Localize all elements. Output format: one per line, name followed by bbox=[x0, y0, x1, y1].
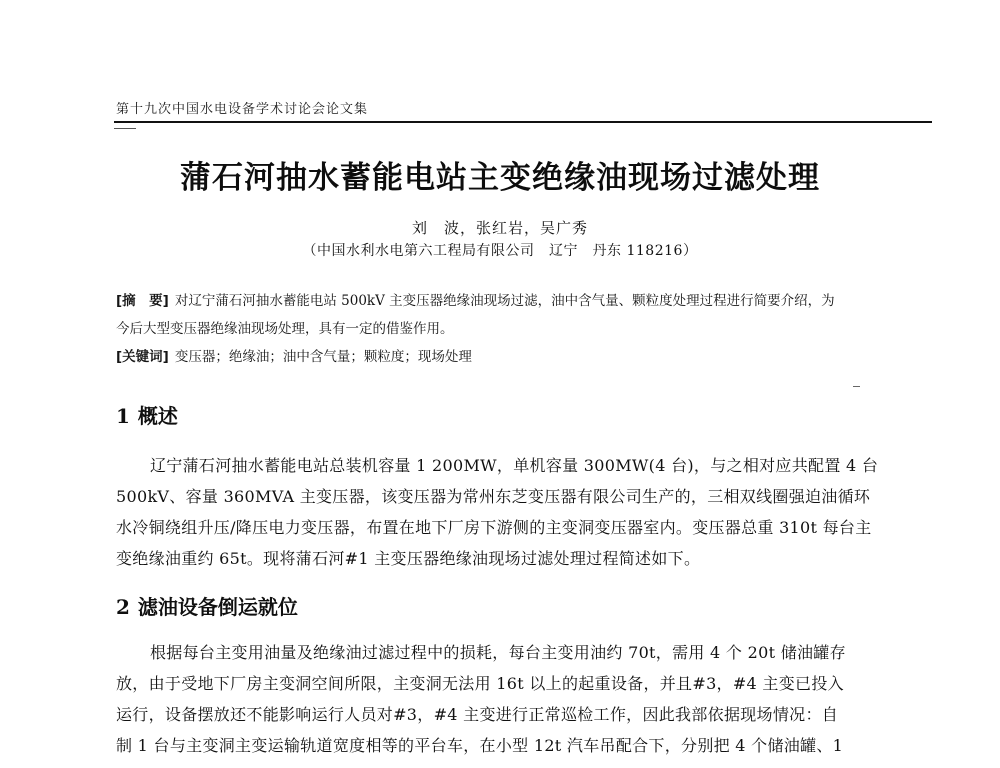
abstract-line-1 bbox=[116, 289, 835, 309]
section-2-line-1: 根据每台主变用油量及绝缘油过滤过程中的损耗，每台主变用油约 70t，需用 4 个 20t 储油罐存 bbox=[150, 643, 846, 662]
paper-title: 蒲石河抽水蓄能电站主变绝缘油现场过滤处理 bbox=[180, 160, 820, 196]
section-1-line-1: 辽宁蒲石河抽水蓄能电站总装机容量 1 200MW，单机容量 300MW(4 台)，与之相对应共配置 4 台 bbox=[150, 456, 879, 475]
section-title-1: 概述 bbox=[137, 404, 178, 428]
paper-authors: 刘 波，张红岩，吴广秀 bbox=[411, 219, 588, 237]
paper-affiliation: （中国水利水电第六工程局有限公司 辽宁 丹东 118216） bbox=[302, 243, 698, 259]
header-tick-mark bbox=[114, 128, 136, 129]
section-2-line-3: 运行，设备摆放还不能影响运行人员对#3，#4 主变进行正常巡检工作，因此我部依据现场情况：自 bbox=[116, 705, 839, 724]
section-2-line-4: 制 1 台与主变洞主变运输轨道宽度相等的平台车，在小型 12t 汽车吊配合下，分别把 4 个储油罐、1 bbox=[116, 736, 844, 755]
section-number-2: 2 bbox=[116, 595, 130, 619]
keywords-line bbox=[116, 345, 472, 365]
section-1-line-3: 水冷铜绕组升压/降压电力变压器，布置在地下厂房下游侧的主变洞变压器室内。变压器总重 310t 每台主 bbox=[116, 518, 872, 537]
keywords-text: 变压器；绝缘油；油中含气量；颗粒度；现场处理 bbox=[174, 349, 472, 365]
running-header: 第十九次中国水电设备学术讨论会论文集 bbox=[116, 102, 369, 117]
section-1-line-2: 500kV、容量 360MVA 主变压器，该变压器为常州东芝变压器有限公司生产的，三相双线圈强迫油循环 bbox=[116, 487, 871, 506]
abstract-text-2: 今后大型变压器绝缘油现场处理，具有一定的借鉴作用。 bbox=[116, 321, 454, 337]
section-title-2: 滤油设备倒运就位 bbox=[137, 595, 298, 619]
header-rule bbox=[114, 121, 932, 123]
section-2-line-2: 放，由于受地下厂房主变洞空间所限，主变洞无法用 16t 以上的起重设备，并且#3，#4 主变已投入 bbox=[116, 674, 844, 693]
keywords-tag: [关键词] bbox=[116, 349, 169, 365]
abstract-line-2 bbox=[116, 317, 454, 337]
section-number-1: 1 bbox=[116, 404, 130, 428]
scan-mark bbox=[853, 386, 860, 387]
abstract-text-1: 对辽宁蒲石河抽水蓄能电站 500kV 主变压器绝缘油现场过滤，油中含气量、颗粒度处理过程进行简要介绍，为 bbox=[174, 293, 835, 309]
section-heading-1 bbox=[116, 400, 178, 429]
section-1-line-4: 变绝缘油重约 65t。现将蒲石河#1 主变压器绝缘油现场过滤处理过程简述如下。 bbox=[116, 549, 701, 568]
section-heading-2 bbox=[116, 591, 298, 620]
abstract-tag: [摘 要] bbox=[116, 293, 169, 309]
